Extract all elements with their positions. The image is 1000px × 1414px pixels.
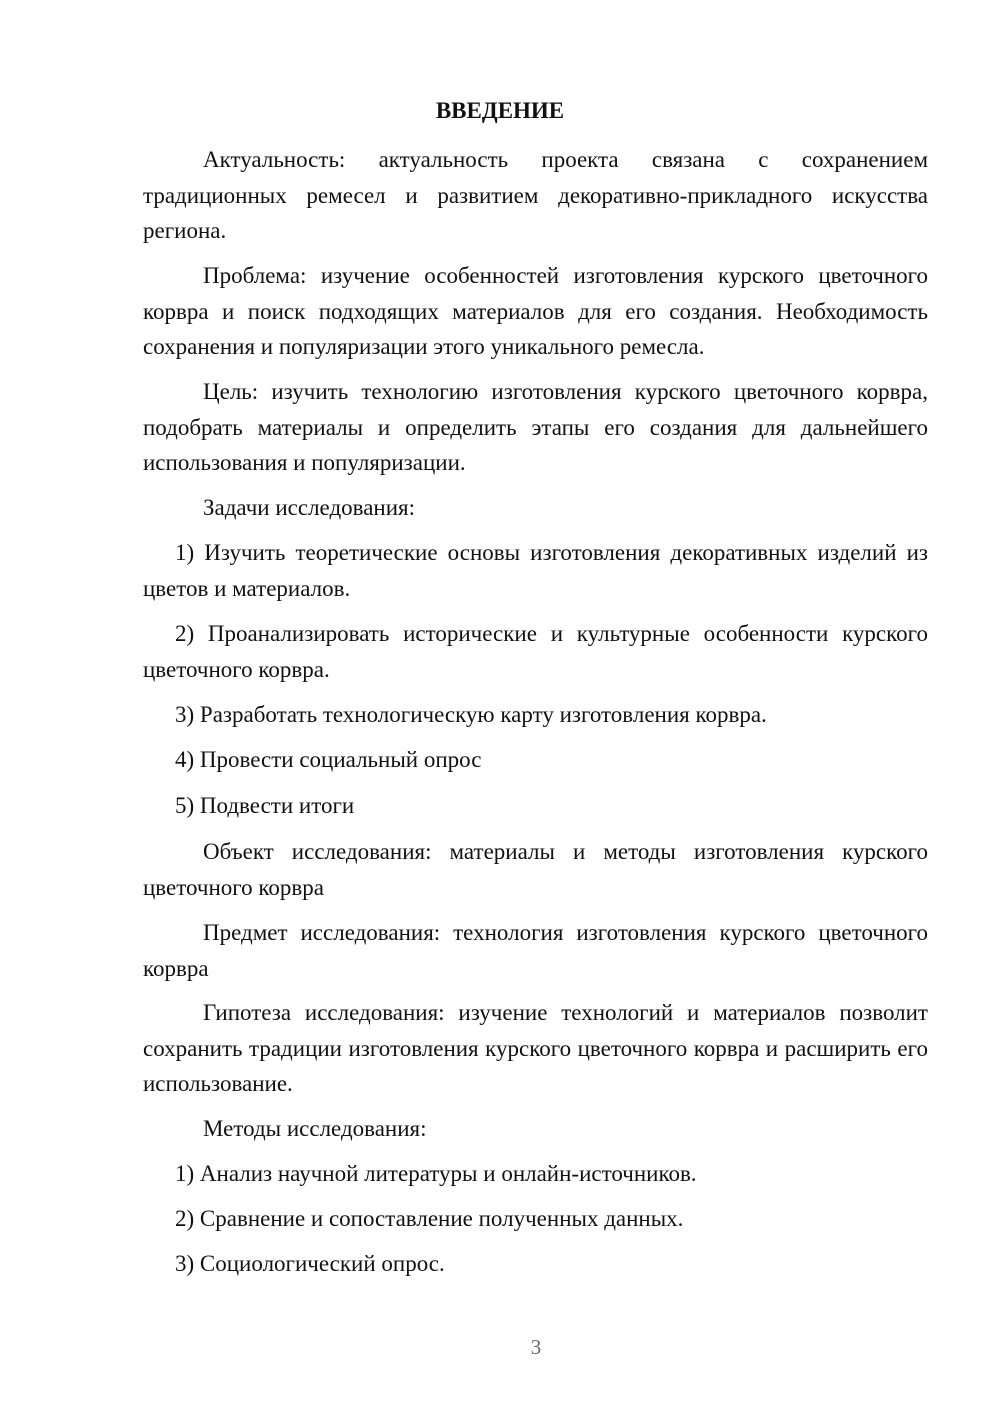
task-item-4: 4) Провести социальный опрос bbox=[175, 747, 482, 772]
subject-paragraph: Предмет исследования: технология изготовления курского цветочного корвра bbox=[143, 920, 928, 981]
problem-paragraph: Проблема: изучение особенностей изготовления курского цветочного корвра и поиск подходящих материалов для его создания. Необходимость сохранения и популяризации этого уникального ремесла. bbox=[143, 263, 928, 359]
method-item-1: 1) Анализ научной литературы и онлайн-источников. bbox=[175, 1161, 697, 1186]
object-paragraph: Объект исследования: материалы и методы изготовления курского цветочного корвра bbox=[143, 839, 928, 900]
task-item-3: 3) Разработать технологическую карту изготовления корвра. bbox=[175, 702, 767, 727]
method-item-2: 2) Сравнение и сопоставление полученных данных. bbox=[175, 1206, 684, 1231]
page-number: 3 bbox=[530, 1335, 542, 1359]
hypothesis-paragraph: Гипотеза исследования: изучение технологий и материалов позволит сохранить традиции изготовления курского цветочного корвра и расширить его использование. bbox=[143, 1000, 928, 1096]
task-item-5: 5) Подвести итоги bbox=[175, 793, 355, 818]
task-item-2: 2) Проанализировать исторические и культурные особенности курского цветочного корвра. bbox=[143, 621, 928, 682]
tasks-heading: Задачи исследования: bbox=[203, 495, 416, 520]
page-title: ВВЕДЕНИЕ bbox=[435, 98, 565, 123]
relevance-paragraph: Актуальность: актуальность проекта связана с сохранением традиционных ремесел и развитием декоративно-прикладного искусства региона. bbox=[143, 147, 928, 243]
methods-heading: Методы исследования: bbox=[203, 1116, 427, 1141]
task-item-1: 1) Изучить теоретические основы изготовления декоративных изделий из цветов и материалов. bbox=[143, 540, 928, 601]
goal-paragraph: Цель: изучить технологию изготовления курского цветочного корвра, подобрать материалы и определить этапы его создания для дальнейшего использования и популяризации. bbox=[143, 379, 928, 475]
method-item-3: 3) Социологический опрос. bbox=[175, 1251, 445, 1276]
